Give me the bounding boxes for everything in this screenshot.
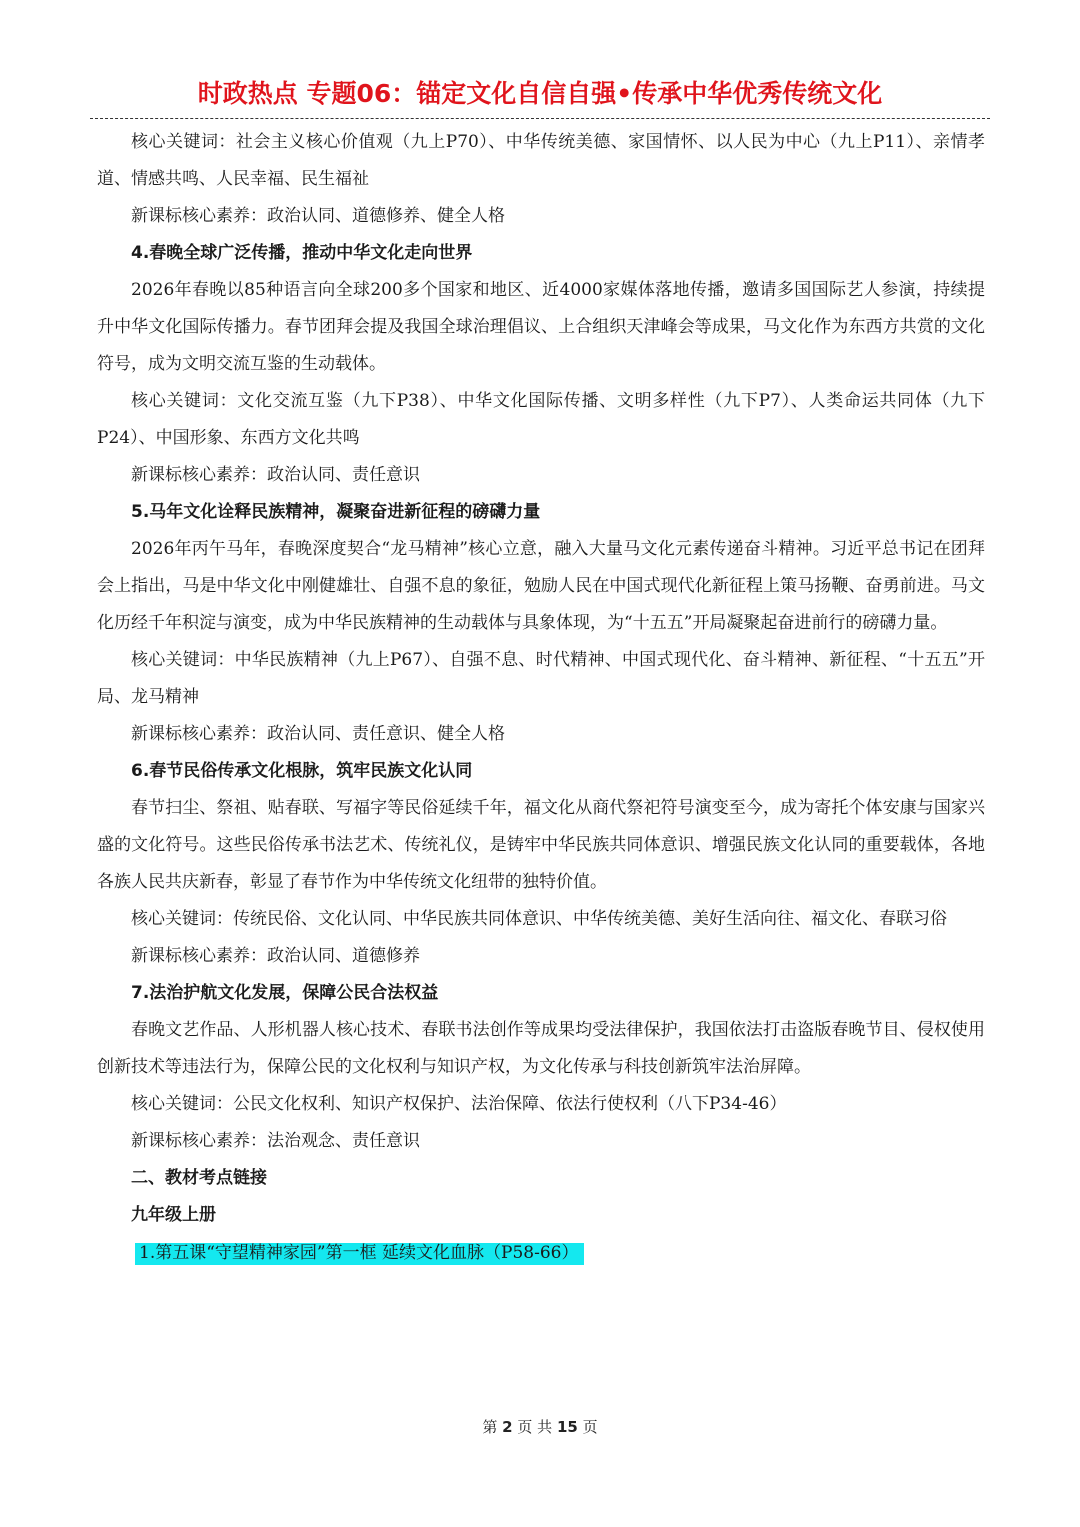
section-heading: 5.马年文化诠释民族精神，凝聚奋进新征程的磅礴力量 bbox=[131, 502, 541, 522]
paragraph: 核心关键词：传统民俗、文化认同、中华民族共同体意识、中华传统美德、美好生活向往、福文化、春联习俗 bbox=[131, 909, 947, 929]
paragraph: 春晚文艺作品、人形机器人核心技术、春联书法创作等成果均受法律保护，我国依法打击盗版春晚节目、侵权使用创新技术等违法行为，保障公民的文化权利与知识产权，为文化传承与科技创新筑牢法治屏障。 bbox=[97, 1020, 985, 1077]
paragraph: 春节扫尘、祭祖、贴春联、写福字等民俗延续千年，福文化从商代祭祀符号演变至今，成为寄托个体安康与国家兴盛的文化符号。这些民俗传承书法艺术、传统礼仪，是铸牢中华民族共同体意识、增强民族文化认同的重要载体，各地各族人民共庆新春，彰显了春节作为中华传统文化纽带的独特价值。 bbox=[97, 798, 985, 892]
paragraph: 2026年丙午马年，春晚深度契合“龙马精神”核心立意，融入大量马文化元素传递奋斗精神。习近平总书记在团拜会上指出，马是中华文化中刚健雄壮、自强不息的象征，勉励人民在中国式现代化新征程上策马扬鞭、奋勇前进。马文化历经千年积淀与演变，成为中华民族精神的生动载体与具象体现，为“十五五”开局凝聚起奋进前行的磅礴力量。 bbox=[97, 539, 985, 633]
highlighted-topic-line bbox=[97, 1238, 985, 1268]
paragraph: 核心关键词：中华民族精神（九上P67）、自强不息、时代精神、中国式现代化、奋斗精神、新征程、“十五五”开局、龙马精神 bbox=[97, 650, 985, 707]
highlighted-topic: 1.第五课“守望精神家园”第一框 延续文化血脉（P58-66） bbox=[135, 1243, 584, 1265]
paragraph: 核心关键词：文化交流互鉴（九下P38）、中华文化国际传播、文明多样性（九下P7）、人类命运共同体（九下P24）、中国形象、东西方文化共鸣 bbox=[97, 391, 985, 448]
page-footer bbox=[0, 1416, 1080, 1438]
section-heading: 4.春晚全球广泛传播，推动中华文化走向世界 bbox=[131, 243, 473, 263]
page-label-suffix: 页 bbox=[582, 1418, 598, 1436]
paragraph: 2026年春晚以85种语言向全球200多个国家和地区、近4000家媒体落地传播，邀请多国国际艺人参演，持续提升中华文化国际传播力。春节团拜会提及我国全球治理倡议、上合组织天津峰会等成果，马文化作为东西方共赏的文化符号，成为文明交流互鉴的生动载体。 bbox=[97, 280, 985, 374]
paragraph: 新课标核心素养：政治认同、道德修养 bbox=[131, 946, 420, 966]
section-heading: 7.法治护航文化发展，保障公民合法权益 bbox=[131, 983, 439, 1003]
paragraph: 核心关键词：社会主义核心价值观（九上P70）、中华传统美德、家国情怀、以人民为中心（九上P11）、亲情孝道、情感共鸣、人民幸福、民生福祉 bbox=[97, 132, 985, 189]
paragraph: 新课标核心素养：政治认同、道德修养、健全人格 bbox=[131, 206, 505, 226]
page-label-prefix: 第 bbox=[482, 1418, 498, 1436]
section-heading: 6.春节民俗传承文化根脉，筑牢民族文化认同 bbox=[131, 761, 473, 781]
header-divider bbox=[90, 118, 990, 119]
paragraph: 核心关键词：公民文化权利、知识产权保护、法治保障、依法行使权利（八下P34-46） bbox=[131, 1094, 787, 1114]
subsection-heading: 九年级上册 bbox=[131, 1205, 216, 1225]
paragraph: 新课标核心素养：政治认同、责任意识 bbox=[131, 465, 420, 485]
paragraph: 新课标核心素养：法治观念、责任意识 bbox=[131, 1131, 420, 1151]
total-page-count: 15 bbox=[556, 1418, 578, 1436]
page-label-middle: 页 共 bbox=[517, 1418, 553, 1436]
paragraph: 新课标核心素养：政治认同、责任意识、健全人格 bbox=[131, 724, 505, 744]
page-title: 时政热点 专题06：锚定文化自信自强•传承中华优秀传统文化 bbox=[197, 79, 883, 108]
document-body bbox=[97, 124, 985, 1268]
current-page-number: 2 bbox=[502, 1418, 513, 1436]
section-heading: 二、教材考点链接 bbox=[131, 1168, 267, 1188]
